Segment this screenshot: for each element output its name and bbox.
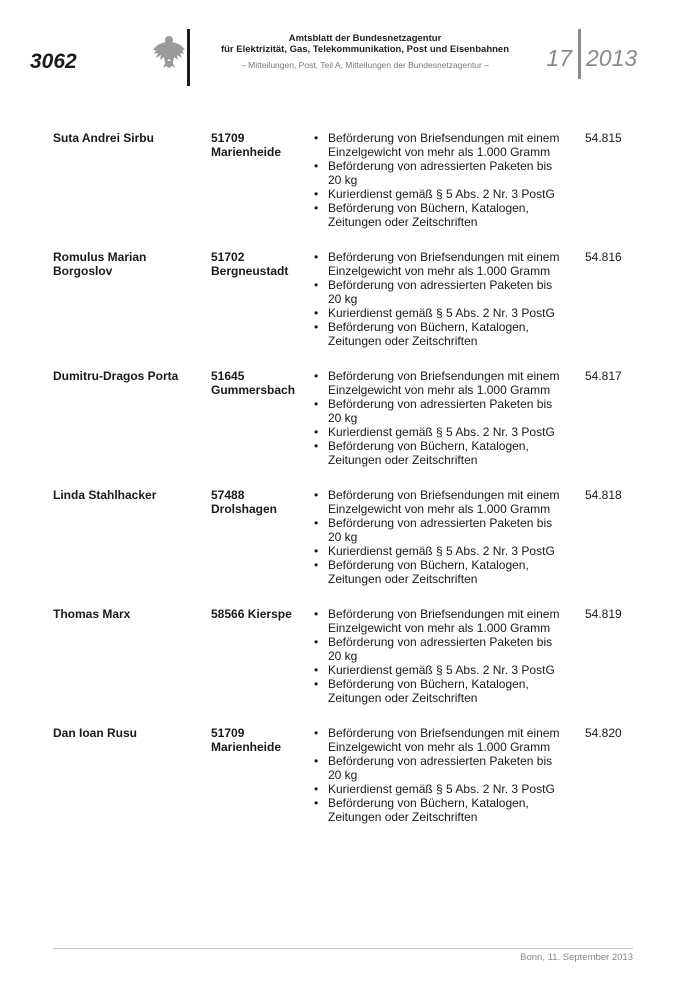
registration-number: 54.815 <box>585 131 622 145</box>
issue-year: 2013 <box>586 45 638 71</box>
service-item: • Beförderung von Büchern, Katalogen, Zeitungen oder Zeitschriften <box>312 320 567 348</box>
list-item <box>53 250 643 348</box>
registration-number: 54.817 <box>585 369 622 383</box>
service-item: • Beförderung von Büchern, Katalogen, Zeitungen oder Zeitschriften <box>312 558 567 586</box>
postcode: 51645 <box>211 369 245 383</box>
gazette-subtitle: – Mitteilungen, Post, Teil A, Mitteilungen der Bundesnetzagentur – <box>241 60 489 70</box>
service-item: • Beförderung von Büchern, Katalogen, Zeitungen oder Zeitschriften <box>312 677 567 705</box>
service-item: • Beförderung von Büchern, Katalogen, Zeitungen oder Zeitschriften <box>312 201 567 229</box>
postcode: 57488 <box>211 488 245 502</box>
page-number: 3062 <box>30 50 77 73</box>
postcode: 51709 <box>211 726 245 740</box>
issue-number: 17 <box>546 45 572 71</box>
registration-number: 54.816 <box>585 250 622 264</box>
service-item: • Beförderung von Briefsendungen mit einem Einzelgewicht von mehr als 1.000 Gramm <box>312 607 567 635</box>
city: Marienheide <box>211 145 282 159</box>
registration-number: 54.818 <box>585 488 622 502</box>
federal-eagle-icon <box>152 33 186 69</box>
service-item: • Kurierdienst gemäß § 5 Abs. 2 Nr. 3 PostG <box>312 544 567 558</box>
service-item: • Beförderung von adressierten Paketen bis 20 kg <box>312 397 567 425</box>
list-item <box>53 488 643 586</box>
city: Gummersbach <box>211 383 296 397</box>
list-item <box>53 369 643 467</box>
gazette-title-line2: für Elektrizität, Gas, Telekommunikation, Post und Eisenbahnen <box>220 44 510 55</box>
licensee-location <box>211 607 311 621</box>
service-item: • Beförderung von adressierten Paketen bis 20 kg <box>312 159 567 187</box>
city: Marienheide <box>211 740 282 754</box>
footer-divider <box>53 948 633 949</box>
postcode: 51709 <box>211 131 245 145</box>
service-item: • Beförderung von adressierten Paketen bis 20 kg <box>312 754 567 782</box>
licensee-name: Thomas Marx <box>53 607 131 621</box>
licensee-location <box>211 488 311 516</box>
service-item: • Beförderung von adressierten Paketen bis 20 kg <box>312 278 567 306</box>
license-list <box>53 131 643 845</box>
service-item: • Beförderung von Büchern, Katalogen, Zeitungen oder Zeitschriften <box>312 796 567 824</box>
list-item <box>53 131 643 229</box>
city: Drolshagen <box>211 502 278 516</box>
postcode: 58566 <box>211 607 245 621</box>
issue-divider-bar <box>578 29 581 79</box>
service-item: • Beförderung von Briefsendungen mit einem Einzelgewicht von mehr als 1.000 Gramm <box>312 131 567 159</box>
service-item: • Kurierdienst gemäß § 5 Abs. 2 Nr. 3 PostG <box>312 187 567 201</box>
service-item: • Beförderung von Briefsendungen mit einem Einzelgewicht von mehr als 1.000 Gramm <box>312 369 567 397</box>
header-divider-bar <box>187 29 190 86</box>
postcode: 51702 <box>211 250 245 264</box>
licensee-name: Dumitru-Dragos Porta <box>53 369 179 383</box>
list-item <box>53 607 643 705</box>
service-item: • Beförderung von Briefsendungen mit einem Einzelgewicht von mehr als 1.000 Gramm <box>312 726 567 754</box>
list-item <box>53 726 643 824</box>
gazette-title <box>210 33 520 55</box>
service-list <box>312 369 567 467</box>
registration-number: 54.819 <box>585 607 622 621</box>
service-item: • Beförderung von Briefsendungen mit einem Einzelgewicht von mehr als 1.000 Gramm <box>312 488 567 516</box>
licensee-name: Suta Andrei Sirbu <box>53 131 154 145</box>
service-list <box>312 726 567 824</box>
city: Kierspe <box>247 607 292 621</box>
service-list <box>312 250 567 348</box>
licensee-location <box>211 131 311 159</box>
service-item: • Beförderung von Büchern, Katalogen, Zeitungen oder Zeitschriften <box>312 439 567 467</box>
footer-date: Bonn, 11. September 2013 <box>520 952 633 963</box>
registration-number: 54.820 <box>585 726 622 740</box>
service-item: • Kurierdienst gemäß § 5 Abs. 2 Nr. 3 PostG <box>312 782 567 796</box>
service-item: • Kurierdienst gemäß § 5 Abs. 2 Nr. 3 PostG <box>312 425 567 439</box>
licensee-name: Dan Ioan Rusu <box>53 726 138 740</box>
licensee-location <box>211 250 311 278</box>
service-item: • Kurierdienst gemäß § 5 Abs. 2 Nr. 3 PostG <box>312 663 567 677</box>
licensee-location <box>211 726 311 754</box>
service-list <box>312 131 567 229</box>
licensee-name: Romulus Marian Borgoslov <box>53 250 147 278</box>
service-item: • Kurierdienst gemäß § 5 Abs. 2 Nr. 3 PostG <box>312 306 567 320</box>
licensee-location <box>211 369 311 397</box>
licensee-name: Linda Stahlhacker <box>53 488 157 502</box>
service-item: • Beförderung von adressierten Paketen bis 20 kg <box>312 635 567 663</box>
city: Bergneustadt <box>211 264 289 278</box>
service-list <box>312 607 567 705</box>
gazette-title-line1: Amtsblatt der Bundesnetzagentur <box>288 33 442 44</box>
service-item: • Beförderung von Briefsendungen mit einem Einzelgewicht von mehr als 1.000 Gramm <box>312 250 567 278</box>
service-item: • Beförderung von adressierten Paketen bis 20 kg <box>312 516 567 544</box>
service-list <box>312 488 567 586</box>
